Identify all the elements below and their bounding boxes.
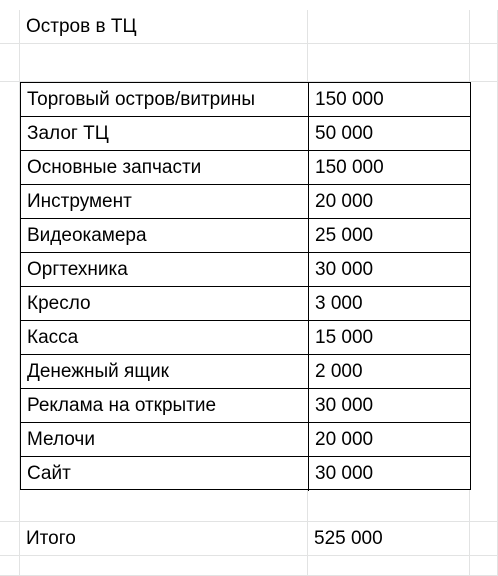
item-name-cell[interactable]: Мелочи <box>21 423 309 457</box>
cell-empty[interactable] <box>470 82 498 490</box>
cell-empty[interactable] <box>20 556 308 576</box>
cell-empty[interactable] <box>0 556 20 576</box>
cell-empty[interactable] <box>0 522 20 556</box>
table-row <box>21 219 470 253</box>
table-row <box>21 287 470 321</box>
expense-table <box>20 82 471 490</box>
item-amount-cell[interactable]: 20 000 <box>315 191 374 212</box>
cell-empty[interactable] <box>308 490 470 522</box>
table-row <box>21 253 470 287</box>
cell-empty[interactable] <box>20 44 308 82</box>
table-row <box>21 423 470 457</box>
cell-empty[interactable] <box>0 82 20 490</box>
sheet-row-empty <box>0 490 498 522</box>
item-name-cell[interactable]: Касса <box>21 321 309 355</box>
sheet-title-cell[interactable]: Остров в ТЦ <box>20 10 308 44</box>
item-amount-cell[interactable]: 150 000 <box>315 89 384 110</box>
cell-empty[interactable] <box>470 10 498 44</box>
item-name-cell[interactable]: Инструмент <box>21 185 309 219</box>
item-name-cell[interactable]: Оргтехника <box>21 253 309 287</box>
sheet-row-empty <box>0 44 498 82</box>
item-name-cell[interactable]: Сайт <box>21 457 309 491</box>
item-amount-cell[interactable]: 150 000 <box>315 157 384 178</box>
sheet-row-title <box>0 10 498 44</box>
item-amount-cell[interactable]: 30 000 <box>315 395 374 416</box>
item-amount-cell[interactable]: 20 000 <box>315 429 374 450</box>
sheet-row-empty <box>0 556 498 576</box>
item-name-cell[interactable]: Денежный ящик <box>21 355 309 389</box>
cell-empty[interactable] <box>308 44 470 82</box>
table-row <box>21 117 470 151</box>
cell-empty[interactable] <box>470 490 498 522</box>
table-row <box>21 457 470 491</box>
item-amount-cell[interactable]: 15 000 <box>315 327 374 348</box>
item-name-cell[interactable]: Реклама на открытие <box>21 389 309 423</box>
item-name-cell[interactable]: Видеокамера <box>21 219 309 253</box>
item-amount-cell[interactable]: 30 000 <box>315 259 374 280</box>
item-amount-cell[interactable]: 25 000 <box>315 225 374 246</box>
cell-empty[interactable] <box>470 522 498 556</box>
item-name-cell[interactable]: Основные запчасти <box>21 151 309 185</box>
cell-empty[interactable] <box>0 10 20 44</box>
cell-empty[interactable] <box>0 490 20 522</box>
cell-empty[interactable] <box>20 490 308 522</box>
table-row <box>21 389 470 423</box>
table-row <box>21 151 470 185</box>
table-row <box>21 355 470 389</box>
item-amount-cell[interactable]: 50 000 <box>315 123 374 144</box>
table-row <box>21 83 470 117</box>
cell-empty[interactable] <box>470 556 498 576</box>
item-name-cell[interactable]: Кресло <box>21 287 309 321</box>
item-name-cell[interactable]: Торговый остров/витрины <box>21 83 309 117</box>
item-amount-cell[interactable]: 3 000 <box>315 293 363 314</box>
cell-empty[interactable] <box>308 10 470 44</box>
total-value-cell[interactable]: 525 000 <box>308 522 470 556</box>
table-row <box>21 321 470 355</box>
item-name-cell[interactable]: Залог ТЦ <box>21 117 309 151</box>
cell-empty[interactable] <box>308 556 470 576</box>
cell-empty[interactable] <box>470 44 498 82</box>
total-label-cell[interactable]: Итого <box>20 522 308 556</box>
table-row <box>21 185 470 219</box>
item-amount-cell[interactable]: 2 000 <box>315 361 363 382</box>
sheet-row-total <box>0 522 498 556</box>
cell-empty[interactable] <box>0 44 20 82</box>
item-amount-cell[interactable]: 30 000 <box>315 463 374 484</box>
